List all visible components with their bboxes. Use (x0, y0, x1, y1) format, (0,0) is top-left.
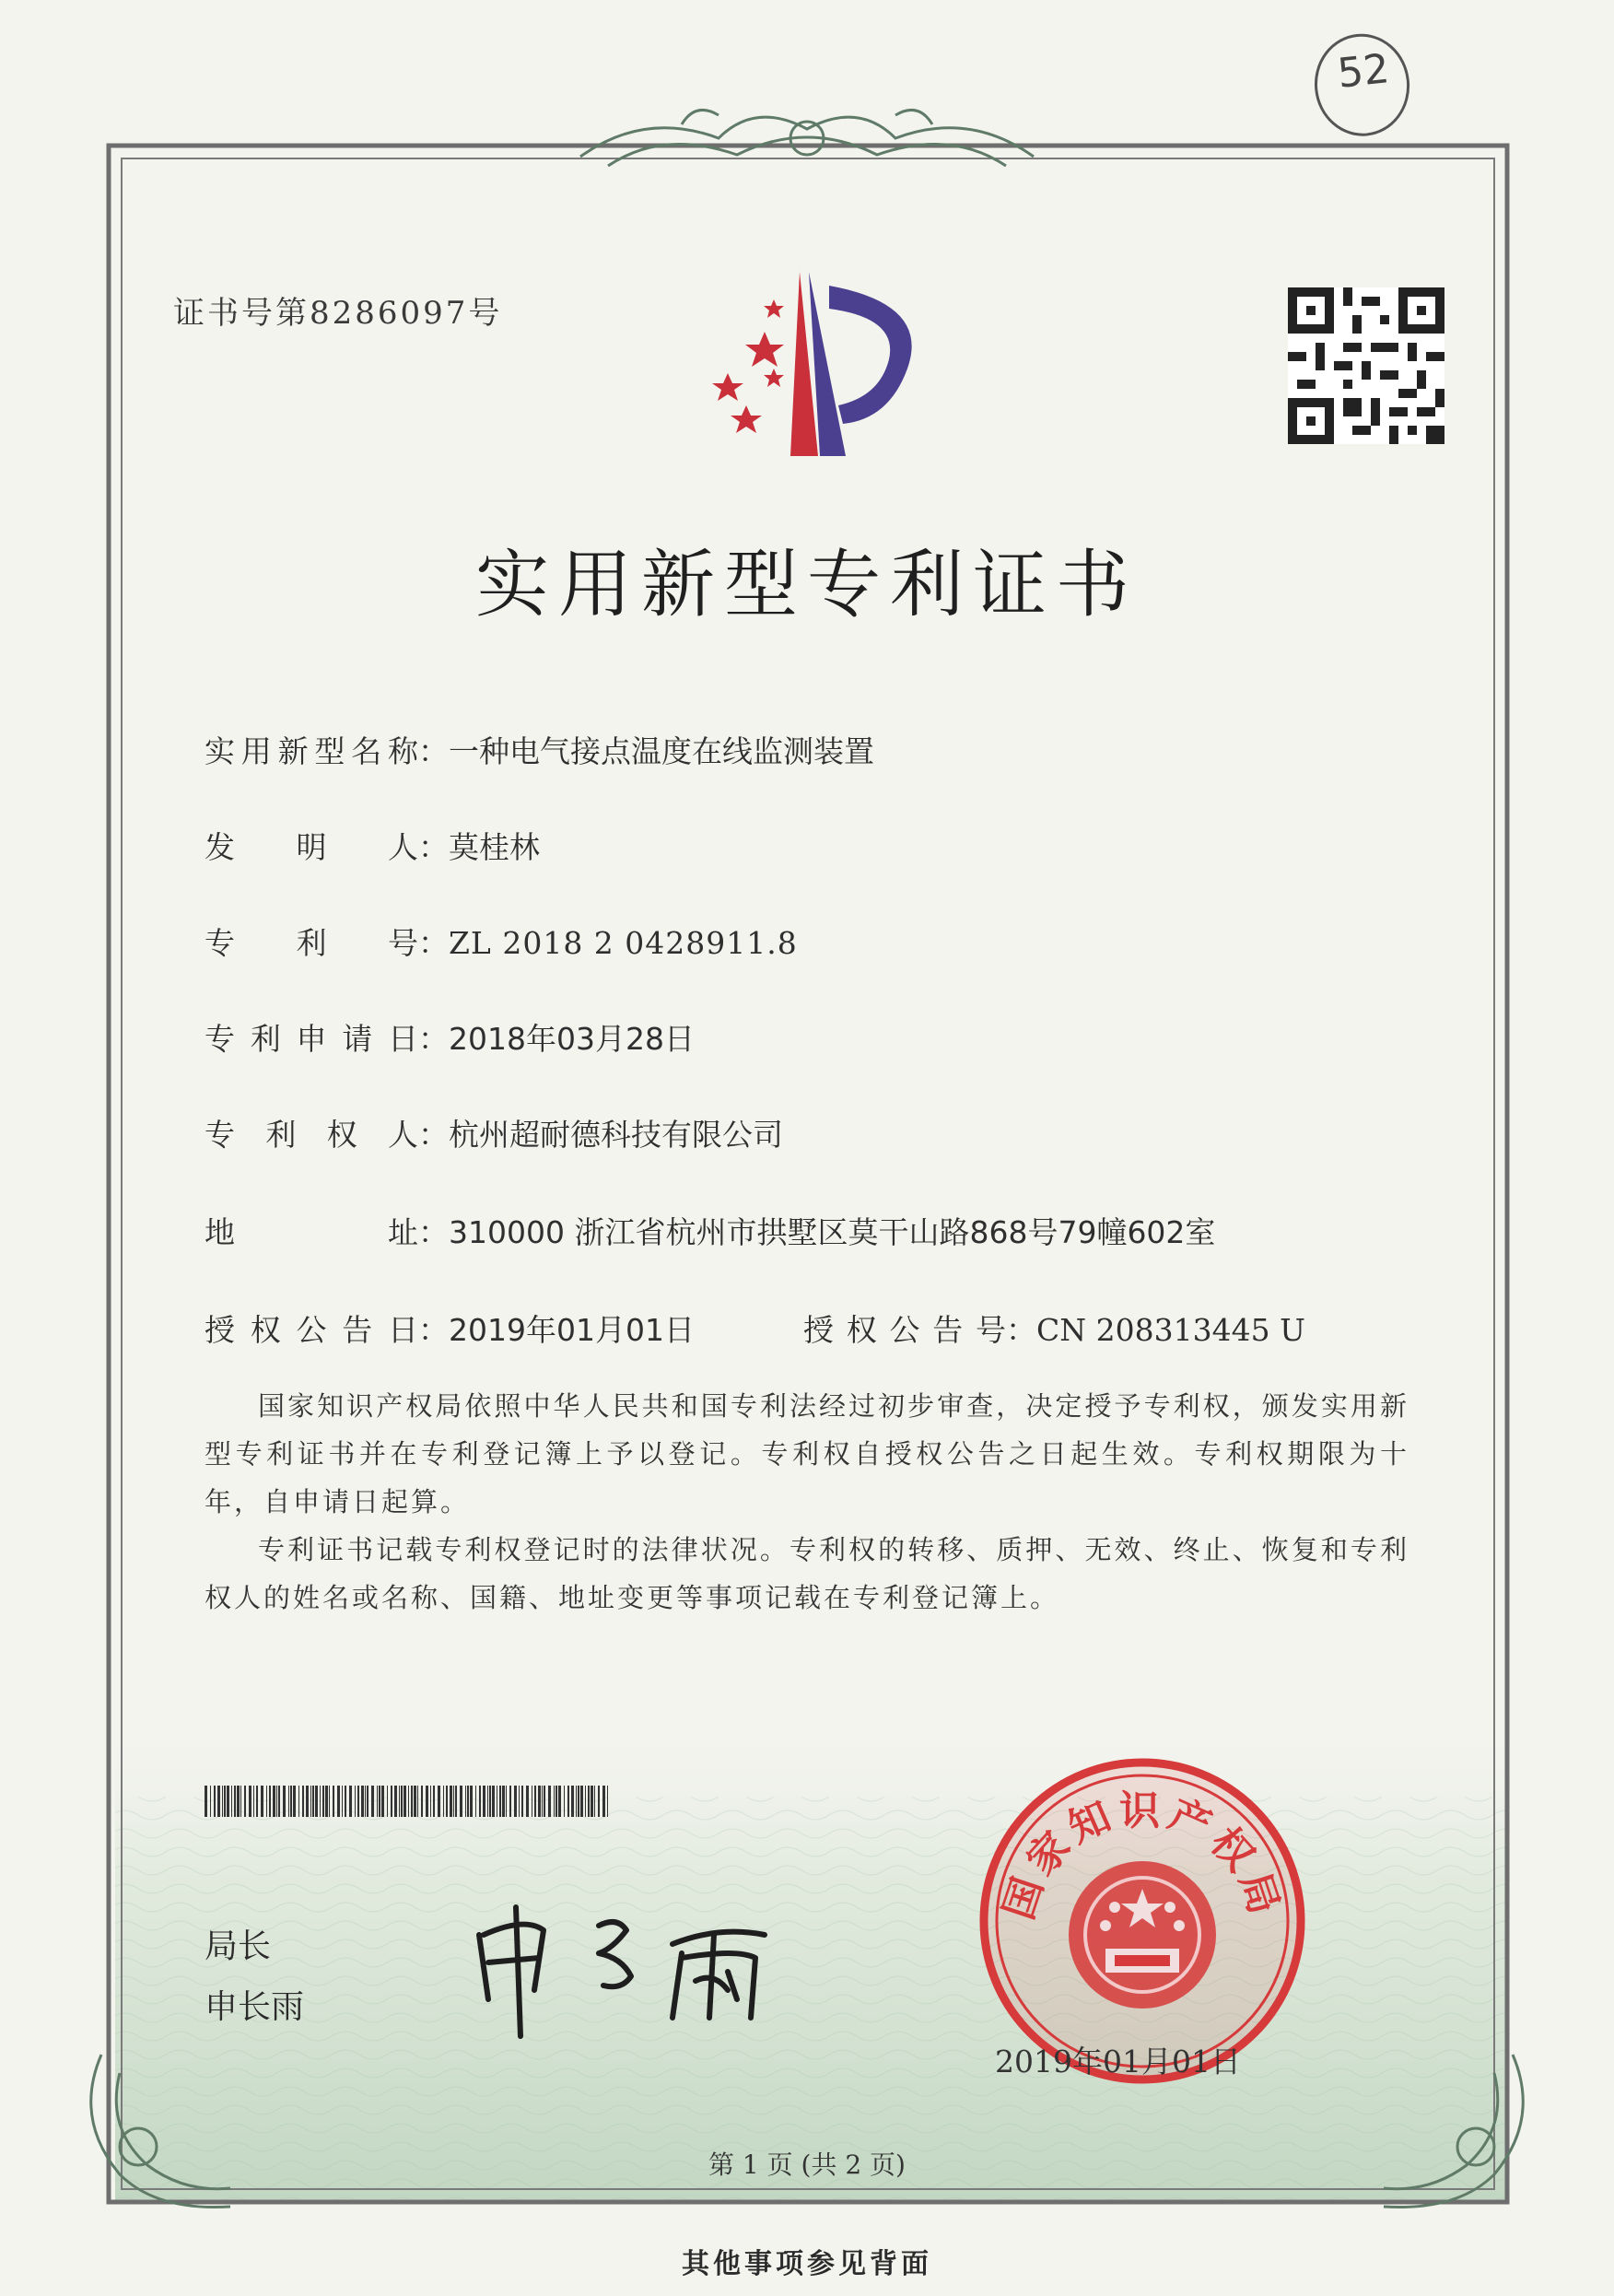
barcode-bar (404, 1786, 406, 1817)
certificate-number: 证书号第8286097号 (173, 295, 503, 332)
field-value: 310000 浙江省杭州市拱墅区莫干山路868号79幢602室 (449, 1214, 1216, 1250)
barcode-bar (492, 1786, 495, 1817)
field-label: 专利权人 (205, 1117, 418, 1153)
barcode-bar (467, 1786, 469, 1817)
barcode-bar (430, 1786, 431, 1817)
top-ornament (580, 110, 1034, 166)
barcode-bar (227, 1786, 229, 1817)
barcode-bar (357, 1786, 359, 1817)
barcode-bar (306, 1786, 309, 1817)
barcode-bar (302, 1786, 304, 1817)
field-label: 专利号 (205, 925, 418, 961)
barcode-bar (514, 1786, 517, 1817)
qr-code-icon (1288, 287, 1444, 444)
barcode-bar (408, 1786, 409, 1817)
barcode-bar (499, 1786, 501, 1817)
field-address: 地址：310000 浙江省杭州市拱墅区莫干山路868号79幢602室 (205, 1209, 1215, 1252)
barcode-bar (240, 1786, 241, 1817)
barcode-bar (293, 1786, 296, 1817)
barcode-bar (489, 1786, 491, 1817)
barcode-bar (479, 1786, 481, 1817)
barcode-bar (443, 1786, 444, 1817)
barcode-bar (381, 1786, 384, 1817)
barcode-bar (237, 1786, 240, 1817)
barcode-bar (526, 1786, 529, 1817)
barcode-bar (460, 1786, 462, 1817)
national-emblem-icon (1069, 1861, 1216, 2009)
barcode-bar (576, 1786, 577, 1817)
barcode-bar (276, 1786, 277, 1817)
barcode-bar (231, 1786, 232, 1817)
field-value: CN 208313445 U (1036, 1312, 1305, 1348)
signature-block (205, 1916, 304, 2038)
barcode-bar (391, 1786, 392, 1817)
barcode-bar (365, 1786, 366, 1817)
field-label: 地址 (205, 1214, 418, 1250)
field-grant-date: 授权公告日：2019年01月01日 (205, 1306, 695, 1350)
barcode-bar (394, 1786, 397, 1817)
field-value: ZL 2018 2 0428911.8 (449, 925, 798, 961)
barcode-bar (421, 1786, 423, 1817)
barcode-bar (329, 1786, 330, 1817)
page-indicator: 第 1 页 (共 2 页) (708, 2150, 906, 2180)
barcode-bar (325, 1786, 328, 1817)
field-value: 2019年01月01日 (449, 1312, 695, 1348)
barcode-bar (337, 1786, 340, 1817)
barcode-bar (320, 1786, 321, 1817)
barcode-bar (355, 1786, 356, 1817)
barcode-bar (417, 1786, 418, 1817)
barcode-bar (244, 1786, 246, 1817)
barcode-bar (470, 1786, 473, 1817)
field-label: 授权公告日 (205, 1312, 418, 1348)
barcode-bar (315, 1786, 318, 1817)
barcode-bar (333, 1786, 334, 1817)
handwritten-signature (461, 1880, 829, 2045)
barcode-bar (210, 1786, 211, 1817)
barcode-bar (283, 1786, 286, 1817)
barcode-icon (205, 1786, 610, 1817)
barcode-bar (426, 1786, 428, 1817)
barcode-bar (222, 1786, 223, 1817)
barcode-bar (387, 1786, 388, 1817)
barcode-bar (598, 1786, 600, 1817)
barcode-bar (594, 1786, 595, 1817)
barcode-bar (558, 1786, 561, 1817)
footer-note: 其他事项参见背面 (682, 2248, 932, 2280)
field-filing-date: 专利申请日：2018年03月28日 (205, 1015, 695, 1059)
barcode-bar (571, 1786, 574, 1817)
barcode-bar (278, 1786, 280, 1817)
barcode-bar (585, 1786, 586, 1817)
barcode-bar (269, 1786, 271, 1817)
signatory-title: 局长 (205, 1927, 272, 1965)
barcode-bar (411, 1786, 413, 1817)
signatory-name: 申长雨 (205, 1988, 305, 2026)
seal-date: 2019年01月01日 (995, 2044, 1241, 2079)
field-label: 发明人 (205, 829, 418, 865)
barcode-bar (475, 1786, 476, 1817)
barcode-bar (580, 1786, 583, 1817)
barcode-bar (349, 1786, 352, 1817)
barcode-bar (214, 1786, 216, 1817)
barcode-bar (367, 1786, 368, 1817)
field-label: 专利申请日 (205, 1021, 418, 1057)
certificate-title: 实用新型专利证书 (475, 542, 1139, 627)
barcode-bar (465, 1786, 466, 1817)
barcode-bar (399, 1786, 400, 1817)
barcode-bar (578, 1786, 579, 1817)
barcode-bar (446, 1786, 448, 1817)
barcode-bar (453, 1786, 454, 1817)
barcode-bar (377, 1786, 378, 1817)
barcode-bar (588, 1786, 590, 1817)
circle-mark-icon (1306, 25, 1419, 146)
field-inventor: 发明人：莫桂林 (205, 824, 540, 867)
barcode-bar (249, 1786, 251, 1817)
barcode-bar (519, 1786, 520, 1817)
barcode-bar (371, 1786, 374, 1817)
cnipa-logo-icon (682, 267, 940, 461)
field-value: 杭州超耐德科技有限公司 (449, 1117, 783, 1153)
barcode-bar (266, 1786, 267, 1817)
barcode-bar (401, 1786, 403, 1817)
field-patentee: 专利权人：杭州超耐德科技有限公司 (205, 1111, 783, 1154)
seal-text: 国家知识产权局 (995, 1787, 1290, 1926)
barcode-bar (502, 1786, 505, 1817)
barcode-bar (455, 1786, 457, 1817)
barcode-bar (234, 1786, 236, 1817)
barcode-bar (567, 1786, 569, 1817)
barcode-bar (310, 1786, 311, 1817)
barcode-bar (602, 1786, 605, 1817)
barcode-bar (273, 1786, 275, 1817)
barcode-bar (298, 1786, 299, 1817)
barcode-bar (607, 1786, 608, 1817)
field-utility-model-name: 实用新型名称：一种电气接点温度在线监测装置 (205, 728, 874, 771)
barcode-bar (261, 1786, 263, 1817)
barcode-bar (290, 1786, 292, 1817)
barcode-bar (548, 1786, 551, 1817)
field-label: 实用新型名称 (205, 733, 418, 769)
barcode-bar (322, 1786, 324, 1817)
body-paragraph: 国家知识产权局依照中华人民共和国专利法经过初步审查，决定授予专利权，颁发实用新型专利证书并在专利登记簿上予以登记。专利权自授权公告之日起生效。专利权期限为十年，自申请日起算。 (205, 1390, 1409, 1517)
barcode-bar (345, 1786, 346, 1817)
barcode-bar (224, 1786, 226, 1817)
barcode-bar (542, 1786, 543, 1817)
handwritten-note: 52 (1335, 45, 1391, 98)
barcode-bar (483, 1786, 485, 1817)
barcode-bar (288, 1786, 289, 1817)
field-value: 一种电气接点温度在线监测装置 (449, 733, 874, 769)
barcode-bar (506, 1786, 507, 1817)
field-value: 2018年03月28日 (449, 1021, 695, 1057)
barcode-bar (556, 1786, 557, 1817)
field-label: 授权公告号 (803, 1312, 1006, 1348)
barcode-bar (554, 1786, 555, 1817)
barcode-bar (591, 1786, 593, 1817)
body-paragraph: 专利证书记载专利权登记时的法律状况。专利权的转移、质押、无效、终止、恢复和专利权人的姓名或名称、国籍、地址变更等事项记载在专利登记簿上。 (205, 1534, 1409, 1613)
field-value: 莫桂林 (449, 829, 540, 865)
barcode-bar (253, 1786, 254, 1817)
barcode-bar (450, 1786, 452, 1817)
barcode-bar (538, 1786, 541, 1817)
barcode-bar (217, 1786, 220, 1817)
barcode-bar (256, 1786, 258, 1817)
barcode-bar (342, 1786, 343, 1817)
barcode-bar (361, 1786, 364, 1817)
barcode-bar (521, 1786, 523, 1817)
barcode-bar (564, 1786, 565, 1817)
barcode-bar (487, 1786, 488, 1817)
barcode-bar (544, 1786, 545, 1817)
barcode-bar (414, 1786, 416, 1817)
barcode-bar (438, 1786, 440, 1817)
barcode-bar (379, 1786, 380, 1817)
barcode-bar (509, 1786, 511, 1817)
barcode-bar (433, 1786, 435, 1817)
barcode-bar (534, 1786, 536, 1817)
barcode-bar (312, 1786, 314, 1817)
field-patent-number: 专利号：ZL 2018 2 0428911.8 (205, 920, 798, 963)
barcode-bar (205, 1786, 207, 1817)
field-grant-number: 授权公告号：CN 208313445 U (803, 1306, 1305, 1350)
